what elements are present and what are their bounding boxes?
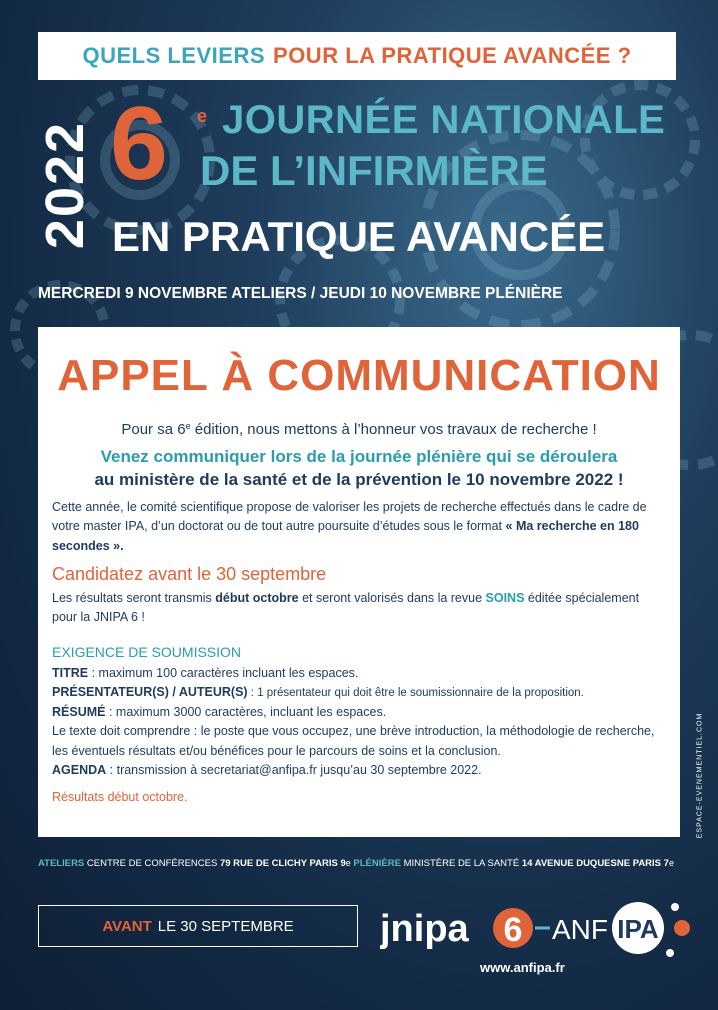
banner-part2: POUR LA PRATIQUE AVANCÉE ?: [273, 43, 632, 68]
venue-pleniere-label: PLÉNIÈRE: [353, 858, 401, 869]
paragraph-2: [52, 589, 666, 628]
req-summary: [52, 703, 666, 722]
paragraph-1: [52, 498, 666, 556]
req-title: [52, 664, 666, 683]
event-dates: MERCREDI 9 NOVEMBRE ATELIERS / JEUDI 10 NOVEMBRE PLÉNIÈRE: [38, 285, 563, 302]
para2-e: éditée spécialement pour la JNIPA 6 !: [52, 591, 640, 625]
logo-dot-1: [671, 903, 679, 911]
deadline-box: [38, 905, 358, 947]
para2-b: début octobre: [215, 591, 299, 605]
req-presenter-text: : 1 présentateur qui doit être le soumissionnaire de la proposition.: [247, 687, 584, 700]
side-credit-text: ESPACE-EVENEMENTIEL.COM: [696, 712, 704, 838]
req-summary-label: RÉSUMÉ: [52, 704, 106, 719]
year-text: 2022: [35, 120, 96, 250]
para2-a: Les résultats seront transmis: [52, 591, 216, 605]
venue-pleniere-sup: e: [668, 858, 674, 868]
jnipa-anfipa-logo: [380, 895, 700, 965]
side-credit: [690, 700, 710, 850]
deadline-box-orange: AVANT: [102, 917, 152, 935]
banner-part1: QUELS LEVIERS: [82, 43, 266, 68]
intro-before: Pour sa 6: [121, 421, 186, 438]
logo-anf: ANF: [552, 914, 608, 945]
req-summary-text: : maximum 3000 caractères, incluant les espaces.: [105, 704, 387, 719]
year-label: [30, 100, 100, 270]
venue-pleniere-place: MINISTÈRE DE LA SANTÉ: [400, 858, 522, 869]
req-title-text: : maximum 100 caractères incluant les espaces.: [88, 665, 359, 680]
req-presenter-label: PRÉSENTATEUR(S) / AUTEUR(S): [52, 685, 248, 700]
intro-after: édition, nous mettons à l’honneur vos travaux de recherche !: [190, 421, 597, 438]
intro-sup: e: [185, 421, 191, 431]
venue-ateliers-place: CENTRE DE CONFÉRENCES: [84, 858, 220, 869]
venue-info: [38, 858, 680, 869]
title-line3: EN PRATIQUE AVANCÉE: [112, 213, 606, 260]
call-card: [38, 327, 680, 837]
deadline-heading: Candidatez avant le 30 septembre: [52, 564, 327, 584]
requirements-list: [52, 664, 666, 781]
req-agenda: [52, 761, 666, 780]
edition-number: 6: [110, 86, 168, 202]
para2-c: et seront valorisés dans la revue: [298, 591, 486, 605]
card-title: APPEL À COMMUNICATION: [57, 351, 661, 400]
requirements-heading: EXIGENCE DE SOUMISSION: [52, 643, 242, 660]
venue-pleniere-address: 14 AVENUE DUQUESNE PARIS 7: [521, 858, 669, 869]
para2-d: SOINS: [485, 591, 525, 605]
req-presenter: [52, 683, 666, 703]
highlight-line2: au ministère de la santé et de la prévention le 10 novembre 2022 !: [94, 469, 624, 489]
venue-ateliers-address: 79 RUE DE CLICHY PARIS 9: [219, 858, 346, 869]
title-line2: DE L’INFIRMIÈRE: [200, 147, 548, 194]
para1-bold: « Ma recherche en 180 secondes ».: [52, 519, 639, 553]
edition-suffix: e: [197, 106, 208, 126]
req-agenda-label: AGENDA: [52, 763, 107, 778]
deadline-box-rest: LE 30 SEPTEMBRE: [157, 917, 294, 935]
req-text: Le texte doit comprendre : le poste que vous occupez, une brève introduction, la méthodologie de recherche, les éventuels résultats et/ou bénéfices pour le parcours de soins et la conclusion.: [52, 724, 655, 758]
venue-ateliers-label: ATELIERS: [38, 858, 85, 869]
req-title-label: TITRE: [52, 665, 89, 680]
results-note: Résultats début octobre.: [52, 790, 188, 805]
logo-dot-3: [666, 949, 674, 957]
para1-text: Cette année, le comité scientifique propose de valoriser les projets de recherche effectués dans le cadre de votre master IPA, d’un doctorat ou de tout autre poursuite d’études sous le format: [52, 499, 647, 534]
intro-text: [52, 421, 666, 438]
logo-six: 6: [503, 911, 523, 949]
venue-ateliers-sup: e: [345, 858, 351, 868]
title-line1: JOURNÉE NATIONALE: [222, 98, 666, 142]
website-url[interactable]: www.anfipa.fr: [480, 960, 565, 975]
top-banner: [38, 32, 676, 80]
highlight-line1: Venez communiquer lors de la journée plénière qui se déroulera: [100, 447, 618, 466]
logo-jnipa: jnipa: [380, 908, 469, 950]
logo-ipa: IPA: [617, 914, 659, 944]
highlight-text: [52, 446, 666, 492]
logo-dot-2: [674, 920, 690, 936]
req-agenda-text: : transmission à secretariat@anfipa.fr jusqu’au 30 septembre 2022.: [106, 763, 482, 778]
